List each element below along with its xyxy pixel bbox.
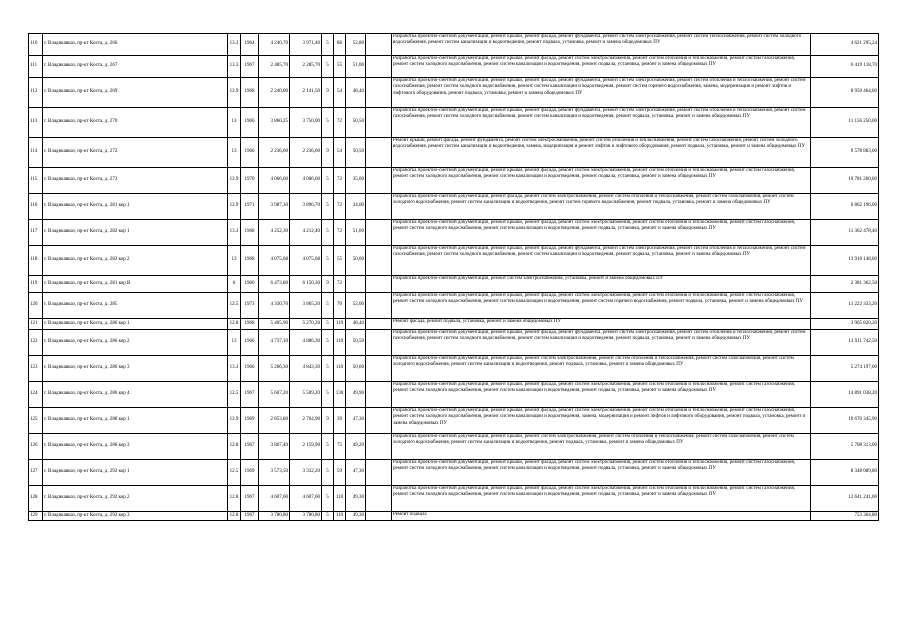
total-area-cell: 3 573,50 xyxy=(259,460,290,486)
row-number: 120 xyxy=(29,293,43,319)
works-description-cell: Разработка проектно-сметной документации, ремонт систем электроснабжения, установка, ремонт и замена общедомовых ПУ xyxy=(392,276,811,293)
row-number: 111 xyxy=(29,56,43,78)
table-row xyxy=(29,319,879,330)
flats-cell: 119 xyxy=(334,319,346,330)
total-area-cell: 4 075,68 xyxy=(259,246,290,276)
works-description-cell: Разработка проектно-сметной документации, ремонт крыши, ремонт фасада, ремонт систем электроснабжения, ремонт систем отопления и теплоснабжения, ремонт систем газоснабжения, ремонт систем холодного водоснабжения, ремонт систем канализации и водоотведения, замена, модернизация и ремонт лифтов и лифтового оборудования, ремонт подвала, установка, ремонт и замена общедомовых ПУ xyxy=(392,408,811,434)
living-area-cell: 6 150,30 xyxy=(290,276,322,293)
row-number: 128 xyxy=(29,486,43,512)
row-number: 118 xyxy=(29,246,43,276)
entrances-cell: 9 xyxy=(322,78,334,108)
empty-cell xyxy=(366,460,392,486)
works-description-cell: Разработка проектно-сметной документации, ремонт фасада, ремонт систем электроснабжения, ремонт систем отопления и теплоснабжения, ремонт систем газоснабжения, ремонт систем холодного водоснабжения, ремонт систем канализации и водоотведения, ремонт систем горячего водоснабжения, ремонт подвала, установка, ремонт и замена общедомовых ПУ xyxy=(392,194,811,220)
table-body xyxy=(29,34,879,521)
cost-cell: 11 362 478,40 xyxy=(811,220,879,246)
entrances-cell: 9 xyxy=(322,276,334,293)
total-area-cell: 4 240,70 xyxy=(259,34,290,56)
table-row xyxy=(29,330,879,356)
table-row xyxy=(29,434,879,460)
empty-cell xyxy=(366,512,392,521)
share-cell: 49,30 xyxy=(346,486,366,512)
living-area-cell: 3 971,40 xyxy=(290,34,322,56)
cost-cell: 6 419 118,70 xyxy=(811,56,879,78)
total-area-cell: 2 240,00 xyxy=(259,78,290,108)
floors-cell: 12.5 xyxy=(228,460,241,486)
entrances-cell: 5 xyxy=(322,56,334,78)
row-number: 125 xyxy=(29,408,43,434)
empty-cell xyxy=(366,138,392,168)
living-area-cell: 4 843,30 xyxy=(290,356,322,382)
share-cell: 51,00 xyxy=(346,220,366,246)
share-cell: 48,40 xyxy=(346,78,366,108)
share-cell: 50,50 xyxy=(346,108,366,138)
empty-cell xyxy=(366,486,392,512)
year-cell: 1967 xyxy=(241,512,259,521)
address-cell: г. Владикавказ, пр-кт Коста, д. 273 xyxy=(43,168,228,194)
year-cell: 1966 xyxy=(241,356,259,382)
year-cell: 1966 xyxy=(241,138,259,168)
address-cell: г. Владикавказ, пр-кт Коста, д. 292 кор 2 xyxy=(43,486,228,512)
year-cell: 1964 xyxy=(241,34,259,56)
floors-cell: 12.8 xyxy=(228,434,241,460)
living-area-cell: 4 075,68 xyxy=(290,246,322,276)
floors-cell: 13.3 xyxy=(228,34,241,56)
row-number: 124 xyxy=(29,382,43,408)
empty-cell xyxy=(366,246,392,276)
entrances-cell: 5 xyxy=(322,293,334,319)
floors-cell: 6 xyxy=(228,276,241,293)
cost-cell: 11 222 333,20 xyxy=(811,293,879,319)
share-cell: 50,60 xyxy=(346,356,366,382)
cost-cell: 6 862 196,00 xyxy=(811,194,879,220)
cost-cell: 12 641 241,60 xyxy=(811,486,879,512)
address-cell: г. Владикавказ, пр-кт Коста, д. 288 кор 3 xyxy=(43,434,228,460)
share-cell: 52,80 xyxy=(346,34,366,56)
entrances-cell: 9 xyxy=(322,138,334,168)
cost-cell: 2 381 362,50 xyxy=(811,276,879,293)
total-area-cell: 4 066,60 xyxy=(259,168,290,194)
total-area-cell: 4 252,30 xyxy=(259,220,290,246)
row-number: 126 xyxy=(29,434,43,460)
address-cell: г. Владикавказ, пр-кт Коста, д. 282 кор 2 xyxy=(43,246,228,276)
year-cell: 1966 xyxy=(241,108,259,138)
year-cell: 1967 xyxy=(241,382,259,408)
works-description-cell: Ремонт подвала xyxy=(392,512,811,521)
cost-cell: 5 708 313,00 xyxy=(811,434,879,460)
year-cell: 1966 xyxy=(241,330,259,356)
table-row xyxy=(29,34,879,56)
flats-cell: 130 xyxy=(334,382,346,408)
year-cell: 1967 xyxy=(241,434,259,460)
address-cell: г. Владикавказ, пр-кт Коста, д. 286 кор 3 xyxy=(43,356,228,382)
total-area-cell: 4 737,10 xyxy=(259,330,290,356)
floors-cell: 12.8 xyxy=(228,486,241,512)
total-area-cell: 2 485,70 xyxy=(259,56,290,78)
row-number: 129 xyxy=(29,512,43,521)
table-row xyxy=(29,356,879,382)
works-description-cell: Разработка проектно-сметной документации, ремонт крыши, ремонт фасада, ремонт фундамента, ремонт систем электроснабжения, ремонт систем отопления и теплоснабжения, ремонт систем газоснабжения, ремонт систем холодного водоснабжения, ремонт систем канализации и водоотведения, ремонт подвала, установка, ремонт и замена общедомовых ПУ xyxy=(392,108,811,138)
table-row xyxy=(29,138,879,168)
entrances-cell: 9 xyxy=(322,408,334,434)
floors-cell: 12.5 xyxy=(228,382,241,408)
total-area-cell: 3 987,30 xyxy=(259,194,290,220)
living-area-cell: 5 509,20 xyxy=(290,382,322,408)
share-cell: 35,00 xyxy=(346,168,366,194)
cost-cell: 4 621 295,24 xyxy=(811,34,879,56)
cost-cell: 5 274 197,00 xyxy=(811,356,879,382)
table-row xyxy=(29,108,879,138)
entrances-cell: 5 xyxy=(322,512,334,521)
address-cell: г. Владикавказ, пр-кт Коста, д. 286 кор 1 xyxy=(43,319,228,330)
address-cell: г. Владикавказ, пр-кт Коста, д. 272 xyxy=(43,138,228,168)
entrances-cell: 5 xyxy=(322,168,334,194)
row-number: 123 xyxy=(29,356,43,382)
table-row xyxy=(29,512,879,521)
share-cell: 52,00 xyxy=(346,293,366,319)
address-cell: г. Владикавказ, пр-кт Коста, д. 266 xyxy=(43,34,228,56)
entrances-cell: 5 xyxy=(322,220,334,246)
total-area-cell: 2 236,60 xyxy=(259,138,290,168)
empty-cell xyxy=(366,408,392,434)
floors-cell: 13.3 xyxy=(228,56,241,78)
works-description-cell: Разработка проектно-сметной документации, ремонт крыши, ремонт фасада, ремонт фундамента, ремонт систем электроснабжения, ремонт систем отопления и теплоснабжения, ремонт систем газоснабжения, ремонт систем холодного водоснабжения, ремонт систем канализации и водоотведения, ремонт систем горячего водоснабжения, замена, модернизация и ремонт лифтов и лифтового оборудования, ремонт подвала, установка, ремонт и замена общедомовых ПУ xyxy=(392,78,811,108)
row-number: 122 xyxy=(29,330,43,356)
cost-cell: 9 578 883,00 xyxy=(811,138,879,168)
living-area-cell: 2 764,90 xyxy=(290,408,322,434)
flats-cell: 72 xyxy=(334,168,346,194)
living-area-cell: 4 607,60 xyxy=(290,486,322,512)
works-description-cell: Ремонт крыши, ремонт фасада, ремонт фундамента, ремонт систем электроснабжения, ремонт систем отопления и теплоснабжения, ремонт систем газоснабжения, ремонт систем холодного водоснабжения, ремонт систем канализации и водоотведения, замена, модернизация и ремонт лифтов и лифтового оборудования, ремонт подвала, установка, ремонт и замена общедомовых ПУ xyxy=(392,138,811,168)
share-cell: 49,20 xyxy=(346,434,366,460)
living-area-cell: 4 212,40 xyxy=(290,220,322,246)
cost-cell: 14 891 038,20 xyxy=(811,382,879,408)
year-cell: 1970 xyxy=(241,168,259,194)
empty-cell xyxy=(366,276,392,293)
flats-cell: 88 xyxy=(334,34,346,56)
year-cell: 1969 xyxy=(241,408,259,434)
total-area-cell: 5 266,30 xyxy=(259,356,290,382)
cost-cell: 8 950 464,00 xyxy=(811,78,879,108)
year-cell: 1967 xyxy=(241,56,259,78)
floors-cell: 13 xyxy=(228,108,241,138)
flats-cell: 55 xyxy=(334,246,346,276)
address-cell: г. Владикавказ, пр-кт Коста, д. 281 кор 1 xyxy=(43,194,228,220)
cost-cell: 753 364,80 xyxy=(811,512,879,521)
table-row xyxy=(29,382,879,408)
empty-cell xyxy=(366,382,392,408)
flats-cell: 59 xyxy=(334,460,346,486)
total-area-cell: 3 867,40 xyxy=(259,434,290,460)
cost-cell: 3 905 820,20 xyxy=(811,319,879,330)
floors-cell: 12.9 xyxy=(228,194,241,220)
row-number: 114 xyxy=(29,138,43,168)
year-cell: 1967 xyxy=(241,486,259,512)
total-area-cell: 5 667,20 xyxy=(259,382,290,408)
flats-cell: 70 xyxy=(334,293,346,319)
living-area-cell: 3 780,80 xyxy=(290,512,322,521)
living-area-cell: 2 236,60 xyxy=(290,138,322,168)
cost-cell: 10 670 345,90 xyxy=(811,408,879,434)
empty-cell xyxy=(366,34,392,56)
empty-cell xyxy=(366,56,392,78)
flats-cell: 39 xyxy=(334,408,346,434)
floors-cell: 13 xyxy=(228,330,241,356)
total-area-cell: 4 607,60 xyxy=(259,486,290,512)
cost-cell: 11 156 250,00 xyxy=(811,108,879,138)
living-area-cell: 2 159,90 xyxy=(290,434,322,460)
share-cell: 50,00 xyxy=(346,246,366,276)
year-cell: 1969 xyxy=(241,460,259,486)
table-row xyxy=(29,276,879,293)
works-description-cell: Разработка проектно-сметной документации, ремонт крыши, ремонт фасада, ремонт систем электроснабжения, ремонт систем отопления и теплоснабжения, ремонт систем газоснабжения, ремонт систем холодного водоснабжения, ремонт систем канализации и водоотведения, ремонт подвала, установка, ремонт и замена общедомовых ПУ xyxy=(392,56,811,78)
total-area-cell: 2 853,80 xyxy=(259,408,290,434)
floors-cell: 13.3 xyxy=(228,220,241,246)
living-area-cell: 5 270,28 xyxy=(290,319,322,330)
entrances-cell: 5 xyxy=(322,194,334,220)
entrances-cell: 5 xyxy=(322,486,334,512)
flats-cell: 75 xyxy=(334,434,346,460)
row-number: 115 xyxy=(29,168,43,194)
share-cell: 49,90 xyxy=(346,382,366,408)
table-row xyxy=(29,246,879,276)
flats-cell: 72 xyxy=(334,108,346,138)
year-cell: 1968 xyxy=(241,78,259,108)
row-number: 117 xyxy=(29,220,43,246)
total-area-cell: 6 473,80 xyxy=(259,276,290,293)
cost-cell: 13 910 148,00 xyxy=(811,246,879,276)
floors-cell: 12.9 xyxy=(228,408,241,434)
works-description-cell: Разработка проектно-сметной документации, ремонт крыши, ремонт фасада, ремонт систем электроснабжения, ремонт систем отопления и теплоснабжения, ремонт систем газоснабжения, ремонт систем холодного водоснабжения, ремонт систем канализации и водоотведения, ремонт подвала, установка, ремонт и замена общедомовых ПУ xyxy=(392,382,811,408)
works-description-cell: Разработка проектно-сметной документации, ремонт крыши, ремонт фасада, ремонт систем электроснабжения, ремонт систем отопления и теплоснабжения, ремонт систем газоснабжения, ремонт систем холодного водоснабжения, ремонт систем канализации и водоотведения, ремонт подвала, установка, ремонт и замена общедомовых ПУ xyxy=(392,486,811,512)
flats-cell: 110 xyxy=(334,330,346,356)
total-area-cell: 5 405,90 xyxy=(259,319,290,330)
empty-cell xyxy=(366,168,392,194)
empty-cell xyxy=(366,330,392,356)
year-cell: 1971 xyxy=(241,194,259,220)
flats-cell: 110 xyxy=(334,486,346,512)
cost-cell: 13 911 742,50 xyxy=(811,330,879,356)
flats-cell: 72 xyxy=(334,194,346,220)
year-cell: 1960 xyxy=(241,276,259,293)
share-cell: 47,30 xyxy=(346,460,366,486)
floors-cell: 12.5 xyxy=(228,293,241,319)
table-row xyxy=(29,78,879,108)
entrances-cell: 5 xyxy=(322,330,334,356)
flats-cell: 54 xyxy=(334,78,346,108)
table-row xyxy=(29,56,879,78)
empty-cell xyxy=(366,319,392,330)
works-description-cell: Разработка проектно-сметной документации, ремонт крыши, ремонт фасада, ремонт систем электроснабжения, ремонт систем отопления и теплоснабжения, ремонт систем газоснабжения, ремонт систем холодного водоснабжения, ремонт систем канализации и водоотведения, ремонт подвала, установка, ремонт и замена общедомовых ПУ xyxy=(392,460,811,486)
empty-cell xyxy=(366,434,392,460)
address-cell: г. Владикавказ, пр-кт Коста, д. 285 xyxy=(43,293,228,319)
share-cell: 34,00 xyxy=(346,194,366,220)
share-cell xyxy=(346,276,366,293)
share-cell: 49,30 xyxy=(346,512,366,521)
table-row xyxy=(29,408,879,434)
table-row xyxy=(29,460,879,486)
table-row xyxy=(29,486,879,512)
empty-cell xyxy=(366,220,392,246)
works-description-cell: Разработка проектно-сметной документации, ремонт крыши, ремонт фасада, ремонт фундамента, ремонт систем электроснабжения, ремонт систем теплоснабжения, ремонт систем холодного водоснабжения, ремонт систем канализации и водоотведения, ремонт подвала, установка, ремонт и замена общедомовых ПУ xyxy=(392,34,811,56)
flats-cell: 72 xyxy=(334,276,346,293)
entrances-cell: 5 xyxy=(322,356,334,382)
flats-cell: 55 xyxy=(334,56,346,78)
entrances-cell: 5 xyxy=(322,382,334,408)
living-area-cell: 3 750,00 xyxy=(290,108,322,138)
works-description-cell: Разработка проектно-сметной документации, ремонт крыши, ремонт систем электроснабжения, ремонт систем отопления и теплоснабжения, ремонт систем газоснабжения, ремонт систем холодного водоснабжения, ремонт систем канализации и водоотведения, ремонт подвала, установка, ремонт и замена общедомовых ПУ xyxy=(392,434,811,460)
living-area-cell: 2 285,70 xyxy=(290,56,322,78)
entrances-cell: 5 xyxy=(322,108,334,138)
entrances-cell: 5 xyxy=(322,319,334,330)
total-area-cell: 3 780,80 xyxy=(259,512,290,521)
flats-cell: 54 xyxy=(334,138,346,168)
works-description-cell: Разработка проектно-сметной документации, ремонт крыши, ремонт фасада, ремонт фундамента, ремонт систем электроснабжения, ремонт систем отопления и теплоснабжения, ремонт систем газоснабжения, ремонт систем холодного водоснабжения, ремонт систем канализации и водоотведения, ремонт подвала, установка, ремонт и замена общедомовых ПУ xyxy=(392,246,811,276)
row-number: 127 xyxy=(29,460,43,486)
floors-cell: 13.3 xyxy=(228,356,241,382)
address-cell: г. Владикавказ, пр-кт Коста, д. 282 кор 1 xyxy=(43,220,228,246)
address-cell: г. Владикавказ, пр-кт Коста, д. 292 кор 3 xyxy=(43,512,228,521)
living-area-cell: 3 332,20 xyxy=(290,460,322,486)
address-cell: г. Владикавказ, пр-кт Коста, д. 286 кор 2 xyxy=(43,330,228,356)
total-area-cell: 4 330,70 xyxy=(259,293,290,319)
table-row xyxy=(29,220,879,246)
row-number: 113 xyxy=(29,108,43,138)
works-description-cell: Ремонт фасада, ремонт подвала, установка, ремонт и замена общедомовых ПУ xyxy=(392,319,811,330)
floors-cell: 12.9 xyxy=(228,168,241,194)
empty-cell xyxy=(366,356,392,382)
share-cell: 48,40 xyxy=(346,319,366,330)
entrances-cell: 5 xyxy=(322,460,334,486)
share-cell: 50,50 xyxy=(346,138,366,168)
row-number: 116 xyxy=(29,194,43,220)
row-number: 112 xyxy=(29,78,43,108)
living-area-cell: 3 896,70 xyxy=(290,194,322,220)
works-description-cell: Разработка проектно-сметной документации, ремонт крыши, ремонт фасада, ремонт систем электроснабжения, ремонт систем отопления и теплоснабжения, ремонт систем газоснабжения, ремонт систем холодного водоснабжения, ремонт систем канализации и водоотведения, ремонт систем горячего водоснабжения, ремонт подвала, установка, ремонт и замена общедомовых ПУ xyxy=(392,293,811,319)
address-cell: г. Владикавказ, пр-кт Коста, д. 286 кор 4 xyxy=(43,382,228,408)
year-cell: 1968 xyxy=(241,319,259,330)
address-cell: г. Владикавказ, пр-кт Коста, д. 269 xyxy=(43,78,228,108)
row-number: 110 xyxy=(29,34,43,56)
housing-repair-table xyxy=(28,33,879,521)
entrances-cell: 5 xyxy=(322,434,334,460)
living-area-cell: 3 865,20 xyxy=(290,293,322,319)
flats-cell: 110 xyxy=(334,512,346,521)
floors-cell: 12.8 xyxy=(228,319,241,330)
year-cell: 1968 xyxy=(241,246,259,276)
living-area-cell: 2 141,50 xyxy=(290,78,322,108)
floors-cell: 13 xyxy=(228,246,241,276)
living-area-cell: 4 886,30 xyxy=(290,330,322,356)
empty-cell xyxy=(366,293,392,319)
address-cell: г. Владикавказ, пр-кт Коста, д. 288 кор 1 xyxy=(43,408,228,434)
address-cell: г. Владикавказ, пр-кт Коста, д. 270 xyxy=(43,108,228,138)
address-cell: г. Владикавказ, пр-кт Коста, д. 281 кор В xyxy=(43,276,228,293)
empty-cell xyxy=(366,194,392,220)
year-cell: 1973 xyxy=(241,293,259,319)
share-cell: 47,30 xyxy=(346,408,366,434)
table-row xyxy=(29,293,879,319)
floors-cell: 13 xyxy=(228,138,241,168)
works-description-cell: Разработка проектно-сметной документации, ремонт крыши, ремонт фасада, ремонт систем электроснабжения, ремонт систем отопления и теплоснабжения, ремонт систем газоснабжения, ремонт систем холодного водоснабжения, ремонт систем канализации и водоотведения, ремонт подвала, установка, ремонт и замена общедомовых ПУ xyxy=(392,220,811,246)
cost-cell: 8 348 089,80 xyxy=(811,460,879,486)
entrances-cell: 5 xyxy=(322,34,334,56)
floors-cell: 12.8 xyxy=(228,512,241,521)
empty-cell xyxy=(366,108,392,138)
table-row xyxy=(29,194,879,220)
row-number: 121 xyxy=(29,319,43,330)
year-cell: 1968 xyxy=(241,220,259,246)
works-description-cell: Разработка проектно-сметной документации, ремонт крыши, ремонт фасада, ремонт систем электроснабжения, ремонт систем отопления и теплоснабжения, ремонт систем газоснабжения, ремонт систем холодного водоснабжения, ремонт систем канализации и водоотведения, ремонт подвала, установка, ремонт и замена общедомовых ПУ xyxy=(392,168,811,194)
table-row xyxy=(29,168,879,194)
works-description-cell: Разработка проектно-сметной документации, ремонт крыши, ремонт фасада, ремонт фундамента, ремонт систем электроснабжения, ремонт систем отопления и теплоснабжения, ремонт систем газоснабжения, ремонт систем холодного водоснабжения, ремонт систем канализации и водоотведения, ремонт подвала, установка, ремонт и замена общедомовых ПУ xyxy=(392,330,811,356)
address-cell: г. Владикавказ, пр-кт Коста, д. 267 xyxy=(43,56,228,78)
share-cell: 51,00 xyxy=(346,56,366,78)
flats-cell: 72 xyxy=(334,220,346,246)
flats-cell: 110 xyxy=(334,356,346,382)
total-area-cell: 3 860,25 xyxy=(259,108,290,138)
living-area-cell: 4 006,60 xyxy=(290,168,322,194)
floors-cell: 12.9 xyxy=(228,78,241,108)
cost-cell: 10 781 260,00 xyxy=(811,168,879,194)
share-cell: 50,50 xyxy=(346,330,366,356)
address-cell: г. Владикавказ, пр-кт Коста, д. 292 кор 1 xyxy=(43,460,228,486)
entrances-cell: 5 xyxy=(322,246,334,276)
empty-cell xyxy=(366,78,392,108)
row-number: 119 xyxy=(29,276,43,293)
works-description-cell: Разработка проектно-сметной документации, ремонт крыши, ремонт систем электроснабжения, ремонт систем отопления и теплоснабжения, ремонт систем газоснабжения, ремонт систем холодного водоснабжения, ремонт систем канализации и водоотведения, ремонт подвала, установка, ремонт и замена общедомовых ПУ xyxy=(392,356,811,382)
